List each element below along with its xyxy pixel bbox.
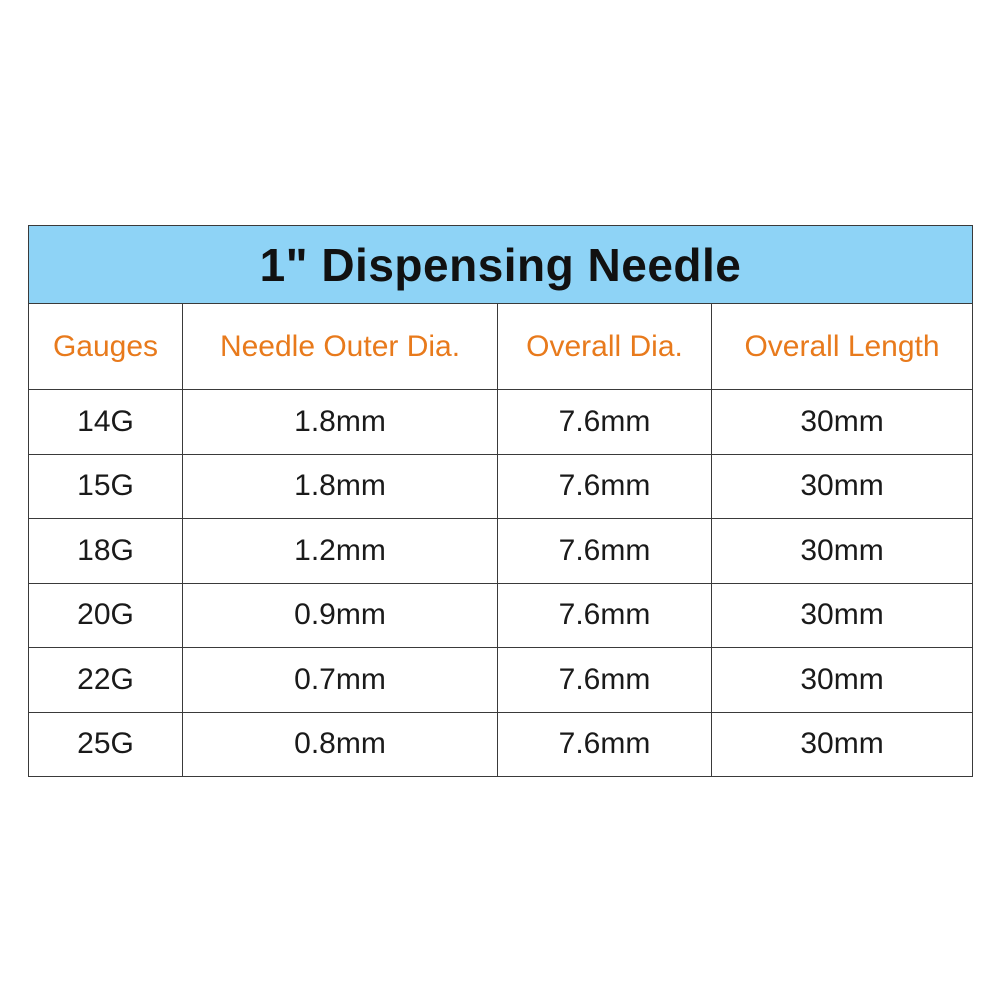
cell-overall-dia: 7.6mm xyxy=(498,519,712,584)
cell-overall-length: 30mm xyxy=(712,390,973,455)
cell-overall-length: 30mm xyxy=(712,648,973,713)
header-needle-outer-dia: Needle Outer Dia. xyxy=(183,304,498,390)
header-row xyxy=(29,304,973,390)
cell-gauge: 15G xyxy=(29,454,183,519)
table-row xyxy=(29,712,973,777)
cell-needle-outer-dia: 0.9mm xyxy=(183,583,498,648)
cell-overall-length: 30mm xyxy=(712,519,973,584)
cell-gauge: 22G xyxy=(29,648,183,713)
cell-overall-length: 30mm xyxy=(712,583,973,648)
header-overall-dia: Overall Dia. xyxy=(498,304,712,390)
cell-overall-dia: 7.6mm xyxy=(498,390,712,455)
cell-overall-length: 30mm xyxy=(712,454,973,519)
cell-overall-length: 30mm xyxy=(712,712,973,777)
cell-overall-dia: 7.6mm xyxy=(498,712,712,777)
table-row xyxy=(29,583,973,648)
table-row xyxy=(29,519,973,584)
title-row xyxy=(29,226,973,304)
header-gauges: Gauges xyxy=(29,304,183,390)
cell-needle-outer-dia: 1.8mm xyxy=(183,390,498,455)
table-row xyxy=(29,648,973,713)
cell-gauge: 14G xyxy=(29,390,183,455)
cell-gauge: 20G xyxy=(29,583,183,648)
cell-overall-dia: 7.6mm xyxy=(498,454,712,519)
header-overall-length: Overall Length xyxy=(712,304,973,390)
table-row xyxy=(29,454,973,519)
cell-needle-outer-dia: 0.7mm xyxy=(183,648,498,713)
cell-needle-outer-dia: 1.8mm xyxy=(183,454,498,519)
cell-needle-outer-dia: 1.2mm xyxy=(183,519,498,584)
table-row xyxy=(29,390,973,455)
cell-overall-dia: 7.6mm xyxy=(498,648,712,713)
cell-gauge: 18G xyxy=(29,519,183,584)
cell-needle-outer-dia: 0.8mm xyxy=(183,712,498,777)
needle-spec-table xyxy=(28,225,973,777)
cell-gauge: 25G xyxy=(29,712,183,777)
cell-overall-dia: 7.6mm xyxy=(498,583,712,648)
table-title: 1" Dispensing Needle xyxy=(29,226,973,304)
